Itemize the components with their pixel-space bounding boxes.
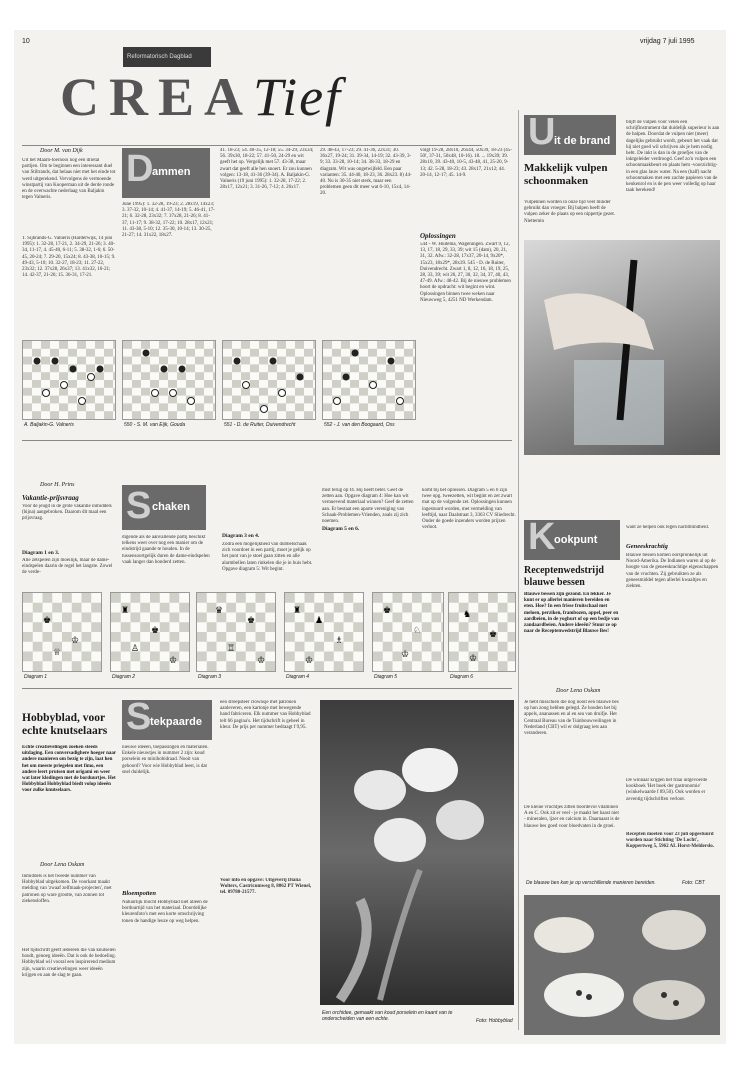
vulpen-intro-text: Vulpennen worden in onze tijd veel minder gebruikt dan vroeger. Bij balpen heeft de vulpen zeker de plaats op een nippertje gezet. Niettemin (524, 200, 616, 224)
schaken-text-2: Alle zetspelen zijn moeilijk, maar de dame-eindspelen daarin de regel het langste. Zowel de verde- (22, 558, 113, 576)
svg-text:♗: ♗ (335, 635, 344, 645)
svg-text:♞: ♞ (463, 609, 472, 619)
right-column-divider (518, 110, 519, 1030)
dammen-variants2-text: volgt 19-28, 28x10, 26x44, 50x39, 18-23 (45-50!, 37-31, 50x48, 10-16). 18. ... 19x39; 39. 28x10, 39. 43-40, 10-5, 43-48, 41, 25-20, 9-13; 42. 5-28, 18-23; 43. 28x17, 21x12; 44. 20-14, 12-17; 45. 14-9. (420, 148, 512, 178)
svg-text:♜: ♜ (293, 605, 302, 615)
diagram-5-head: Diagram 5 en 6. (322, 526, 360, 532)
schaken-text-5: mist terug op f4. Hij heeft beter. Geef de zetten aan. Opgave diagram 4: Hoe kan wit vernuevend materiaal winnen? Geef de zetten aan. Er bestaat een aparte vereniging van Schaak-Problemen-Vrienden, zoals zij zich noemen. (322, 488, 414, 524)
schaken-intro-text: Voor de jeugd in de grote vakantie inmiddels (bijna) aangebroken. Daarom dit maal een prijsvraag. (22, 504, 112, 522)
oplossingen-text: 544 - W. Huitema, Wageningen. Zwart 9, 12, 13, 17, 18, 29, 33, 39; wit 15 (dam), 20, 21, 31, 32. Afw.: 32-28, 17x37, 20-14, 9x20*, 15x23, 18x29*, 28x39. 545 - D. de Ruiter, Duivendrecht. Zwart 1, 8, 12, 16, 18, 19, 25, 28, 33, 39; wit 26, 27, 30, 32, 34, 37, 40, 43, 47-49. Afw.: 48-42. Bij de nieuwe problemen hoort de opdracht: wit begint en wint. Oplossingen binnen twee weken naar Nieuwweg 5, 4251 ND Werkendam. (420, 242, 511, 303)
bessen-text-3: want ze helpen ook tegen nachtblindheid. (626, 525, 710, 530)
dammen-game1-text: T. Sijbrands-G. Valneris (Harderwijk, 14 juni 1995): 1. 32-28, 17-21, 2. 34-29, 21-26; 3. 40-34, 11-17, 4. 45-40, 6-11; 5. 38-32, 1-6; 6. 50-45, 20-24; 7. 29-20, 15x24; 8. 43-38, 10-15; 9. 49-43, 5-10; 10. 32-27, 18-23; 11. 27-22, 23x32; 12. 37x28, 26x37; 13. 41x32, 16-21; 14. 42-37, 21-26; 15. 36-31, 17-21. (22, 236, 116, 279)
diagram-6-caption: Diagram 6 (450, 674, 474, 680)
draughts-board-1-grid (23, 341, 115, 419)
schaken-byline: Door H. Prins (40, 482, 75, 488)
bessen-headline: Receptenwedstrijd blauwe bessen (524, 565, 604, 588)
svg-text:♚: ♚ (43, 615, 52, 625)
orchid-illustration (320, 700, 514, 1005)
hobbyblad-lead: Echte creatievelingen zoeken steeds uitdaging. Een conversadighere hoeger naar andere manieren om bezig te zijn, laat hen het om meeste priegelen met fimo, een andere leert prutsen met origami en weer wat later kledingen met de borduurtjes. Het Hobbyblad Hobbyblad biedt volop ideeën voor zulke knutselaars. (22, 745, 117, 794)
vulpen-body-text: blijft de vulpen voor velen een schrijfinstrument dat duidelijk superieur is aan de balpen. Doordat de vulpen niet (meer) dagelijks gebruikt wordt, gebeurt het vaak dat hij niet goed wil schrijven als je hem nodig hebt. De inkt is dan in de groefjes van de inktgeleider verdroogd. Geef zo'n vulpen een schoonmaakbeurt en plaats hem -voorzichtig- in een glas lauw water. Na een (half) nacht schoonmaken met een zachte papieren van de keukenrol en is de pen weer volledig op haar taak berekend! (626, 120, 720, 194)
bessen-photo-credit: Foto: CBT (682, 880, 705, 886)
svg-text:♟: ♟ (315, 615, 324, 625)
chess-diagram-5 (372, 592, 444, 672)
hobbyblad-text-4: Natuurlijk mocht Hobbyblad niet alleen de borduurtijd van het materiaal. Doordelijke kleurenfoto's met een korte omschrijving tonen de handige leuze op weg helpen. (122, 900, 208, 924)
bessen-text-2: De kleine vruchtjes zitten boordevol vitaminen A en C. Ook zit er veel - je maakt het haast niet - mineralen, ijzer en calcium in. Daarnaast is de blauwe bes goed voor bloedvaten in de groei. (524, 805, 620, 829)
chess-diagram-2-grid (111, 593, 189, 671)
page-date: vrijdag 7 juli 1995 (640, 38, 695, 45)
svg-text:♖: ♖ (227, 643, 236, 653)
schaken-logo (122, 485, 206, 530)
bessen-byline: Door Lena Oskam (556, 688, 601, 694)
vulpen-headline: Makkelijk vulpen schoonmaken (524, 162, 608, 187)
dammen-variants-text: 29. 48-43, 17-23; 29. 41-36, 22x31; 30. 36x27, 19-24; 31. 39-34, 14-19; 32. 43-39, 3-9; 33. 33-28, 10-14; 34. 38-33, 18-29 en diagram. Wit was ongetwijfeld. Een paar varianten: 35. 44-40, 18-23, 36. 28x23. 8) 44-40. Nu is 30-35 niet sterk, maar een problemen geen dit meer wat 6-10, 15x4, 14-20. (320, 148, 412, 197)
kookpunt-logo-word: ookpunt (554, 534, 598, 546)
svg-text:♕: ♕ (53, 647, 62, 657)
chess-diagram-1-grid (23, 593, 101, 671)
dammen-byline: Door M. van Dijk (40, 148, 83, 154)
dammen-game2-text: June 1995): 1. 32-28, 19-23; 2. 28x19, 14x23; 3. 37-32, 10-14; 4. 41-37, 14-19; 5. 46-41, 17-21; 6. 32-28, 23x32; 7. 37x28, 21-26; 8. 41-37, 11-17; 9. 38-32, 17-22; 10. 28x17, 12x21; 11. 43-38, 5-10; 12. 35-30, 10-14; 13. 30-25, 21-27; 14. 31x22, 18x27. (122, 202, 215, 239)
board-3-caption: 551 - D. de Ruiter, Duivendrecht (224, 422, 296, 428)
uit-de-brand-logo (524, 111, 616, 155)
orchidee-credit: Foto: Hobbyblad (476, 1018, 513, 1024)
bessen-dishes-illustration (524, 895, 720, 1035)
dammen-logo-word: ammen (152, 166, 191, 178)
bessen-photo (524, 895, 720, 1035)
pen-in-glass-illustration (524, 240, 720, 455)
diagram-1-head: Diagram 1 en 3. (22, 550, 60, 556)
section-title (60, 66, 342, 128)
diagram-2-caption: Diagram 2 (112, 674, 136, 680)
orchidee-photo (320, 700, 514, 1005)
chess-diagram-6 (448, 592, 516, 672)
svg-text:♙: ♙ (131, 643, 140, 653)
title-rule (22, 145, 482, 146)
section-title-part2: Tief (253, 67, 343, 127)
draughts-board-1 (22, 340, 116, 420)
chess-diagram-6-grid (449, 593, 515, 671)
chess-diagram-5-grid (373, 593, 443, 671)
section-title-part1: CREA (60, 67, 254, 127)
diagram-1-caption: Diagram 1 (24, 674, 48, 680)
bessen-deadline: Recepten moeten voor 23 juli opgestuurd worden naar Stichting 'De Locht', Koppertweg 5, 5962 AL Horst-Melderslo. (626, 832, 715, 850)
diagram-3-caption: Diagram 3 (198, 674, 222, 680)
chess-diagram-4 (284, 592, 364, 672)
draughts-board-2 (122, 340, 216, 420)
bessen-text-4: Blauwe bessen komen oorspronkelijk uit Noord-Amerika. De Indianen waren al op de hoogte van de geneeskrachtige eigenschappen van de vruchten. Zij gebruikten ze als geneesmiddel tegen allerlei kwaaltjes en ziekten. (626, 553, 719, 590)
diagram-5-caption: Diagram 5 (374, 674, 398, 680)
hobbyblad-headline: Hobbyblad, voor echte knutselaars (22, 712, 108, 738)
schaken-rule (22, 440, 512, 441)
bloempotten-head: Bloempotten (122, 890, 156, 897)
board-4-caption: 552 - J. van den Boogaard, Oss (324, 422, 395, 428)
dammen-intro-text: Uit het Maarn-toernooi nog een drietal partijen. Om te beginnen een interessant duel van Stiltrands, dat helaas niet met het einde tot werd uitgerekend. Vervolgens de vermoende winstpartij van Kooperman uit de derde ronde en de overwachte nederlaag van Baljakin tegen Valneris. (22, 158, 116, 201)
stekpaarde-logo-word: tekpaarde (150, 716, 202, 728)
schaken-logo-word: chaken (152, 501, 190, 513)
draughts-board-2-grid (123, 341, 215, 419)
dammen-game3-text: 41. 18-23; 54. 40-35, 12-18; 55. 34-29, 23x34; 56. 39x30, 18-22; 57. 41-50, 24-29 en wit geeft het op. Vergelijk met 57. 43-38, maar zwart dat geeft alle hen snoert. Er zou kunnen volgen: 13-18, 41-36 (39-34). A. Baljakin-G. Valneris (19 juni 1995): 1. 32-28, 17-22; 2. 28x17, 12x21; 3. 31-26, 7-12; 4. 26x17. (220, 148, 314, 191)
svg-text:♚: ♚ (247, 615, 256, 625)
board-2-caption: 550 - S. M. van Eijk, Gouda (124, 422, 186, 428)
draughts-board-4-grid (323, 341, 415, 419)
geneeskrachtig-head: Geneeskrachtig (626, 543, 668, 550)
hobbyblad-text-3: nieuwe ideeën, toepassingen en materialen. Enkele nieuwtjes in nummer 2 zijn: koud porselein en minihobidraad. Nooit van gehoord? Voor wie Hobbyblad leest, is dat snel duidelijk. (122, 745, 209, 775)
schaken-text-6: komt bij het oplossen. Diagram 5 en 6 zijn twee opg. tweezetten, wit begint en zet zwart mat op de volgende zet. Oplossingen kunnen ingestuurd worden, met vermelding van leeftijd, naar Daalstraat 3, 3363 CV Sliedrecht. Onder de goede inzenders worden prijzen verloot. (422, 488, 516, 531)
page-number: 10 (22, 38, 30, 45)
draughts-board-3 (222, 340, 316, 420)
uit-de-brand-logo-letter: U (528, 111, 556, 153)
hobbyblad-text-5: een streepsteer clownsje met patronen aanleveren, een kartonje met bewegende hand fabriceren. Elk nummer van Hobbyblad telt 66 pagina's. Het tijdschrift is geheel in kleur. De prijs per nummer bedraagt f 9,95. (220, 700, 311, 730)
chess-diagram-3 (196, 592, 276, 672)
svg-text:♜: ♜ (121, 605, 130, 615)
bessen-photo-caption: De blauwe bes kan je op verschillende manieren bereiden. (526, 880, 656, 886)
kookpunt-logo-letter: K (528, 516, 556, 558)
svg-text:♚: ♚ (383, 605, 392, 615)
schaken-text-4: Zodra een mogelijkheid van dubbelschaak zich voordoet in een partij, moet je gelijk op het punt van je stoel gaan zitten en alle alarmbellen laten rinkelen die je in huis hebt. Opgave diagram 5: Wit begint. (222, 542, 313, 572)
bessen-text-1: Je hebt misschien die nog nooit een blauwe bes op hun zoog hebben gelegd. Ze houden het bij appels, ananassen en al en sea van druifje. Het Centraal Bureau van de Tuinbouwveilingen in Nederland (CBT) wil er dolgraag iets aan veranderen. (524, 700, 619, 737)
chess-diagram-3-grid (197, 593, 275, 671)
draughts-board-3-grid (223, 341, 315, 419)
orchidee-caption: Een orchidee, gemaakt van koud porselein en kaant van te onderscheiden van een echte. (322, 1010, 453, 1022)
board-1-caption: A. Baljakin-G. Valneris (24, 422, 74, 428)
uit-de-brand-logo-word: it de brand (554, 135, 611, 147)
svg-text:♚: ♚ (489, 629, 498, 639)
svg-text:♔: ♔ (469, 653, 478, 663)
svg-text:♛: ♛ (215, 605, 224, 615)
svg-text:♔: ♔ (305, 655, 314, 665)
svg-text:♔: ♔ (401, 649, 410, 659)
stekpaarde-logo-letter: S (126, 696, 152, 738)
svg-text:♚: ♚ (151, 625, 160, 635)
vulpen-photo (524, 240, 720, 455)
hobbyblad-byline: Door Lena Oskam (40, 862, 85, 868)
dammen-logo (122, 148, 210, 198)
diagram-4-caption: Diagram 4 (286, 674, 310, 680)
chess-diagram-1 (22, 592, 102, 672)
hobbyblad-text-2: Het tijdschrift geeft iedereen die van knutselen houdt, genoeg ideeën. Dat is ook de bedoeling. Hobbyblad wil vooral een inspirerend medium zijn, waarin creatievelingen weer ideeën krijgen en aan de slag te gaan. (22, 948, 116, 978)
hobbyblad-address: Voor info en opgave: Uitgeverij Diana Wolters, Castricumweg 8, 8062 PT Wienel, tel. 09780-21577. (220, 878, 312, 896)
hobbyblad-rule (22, 688, 512, 689)
paper-name-banner: Reformatorisch Dagblad (123, 47, 211, 67)
stekpaarde-logo (122, 696, 212, 740)
chess-diagram-4-grid (285, 593, 363, 671)
hobbyblad-text-1: Inmiddels is het tweede nummer van Hobbyblad uitgekomen. De voorkant maakt melding van 'zwaaf zelfmaak-projecten', met patronen op ware grootte, van zonnen tot ziekensloffen. (22, 874, 112, 904)
bessen-text-5: De winnaar krijgen het fraai uitgevoerde kookboek 'Het boek der gastronomie' (winkelwaarde f 89,50). Ook worden er zeventig tijdschriften verloot. (626, 778, 708, 802)
svg-text:♔: ♔ (169, 655, 178, 665)
dammen-logo-letter: D (126, 148, 154, 190)
schaken-logo-letter: S (126, 485, 152, 527)
draughts-board-4 (322, 340, 416, 420)
svg-text:♔: ♔ (257, 655, 266, 665)
svg-text:♘: ♘ (413, 625, 422, 635)
bessen-lead: Blauwe bessen zijn gezond. En lekker. Je kunt er op allerlei manieren bereiden en eten. Hoe? In een frisse fruitschaal met meloen, perziken, frambozen, appel, peer en aardbeien, in de yoghurt of op een bedje van zandaardbeien. Andere ideeën? Stuur ze op naar de Receptenwedstrijd Blauwe Bes! (524, 592, 619, 635)
kookpunt-logo (524, 516, 620, 560)
diagram-3-head: Diagram 3 en 4. (222, 533, 260, 539)
chess-diagram-2 (110, 592, 190, 672)
vakantie-prijsvraag-head: Vakantie-prijsvraag (22, 494, 79, 502)
schaken-text-3: digende als de aanvallende partij beschikt telkens weer over nog een manier om de eindstrijd gaande te houden. In de tussensoortgelijk duren de dame-eindspelen vaak langer dan honderd zetten. (122, 535, 210, 565)
svg-text:♔: ♔ (71, 635, 80, 645)
oplossingen-title: Oplossingen (420, 232, 456, 240)
